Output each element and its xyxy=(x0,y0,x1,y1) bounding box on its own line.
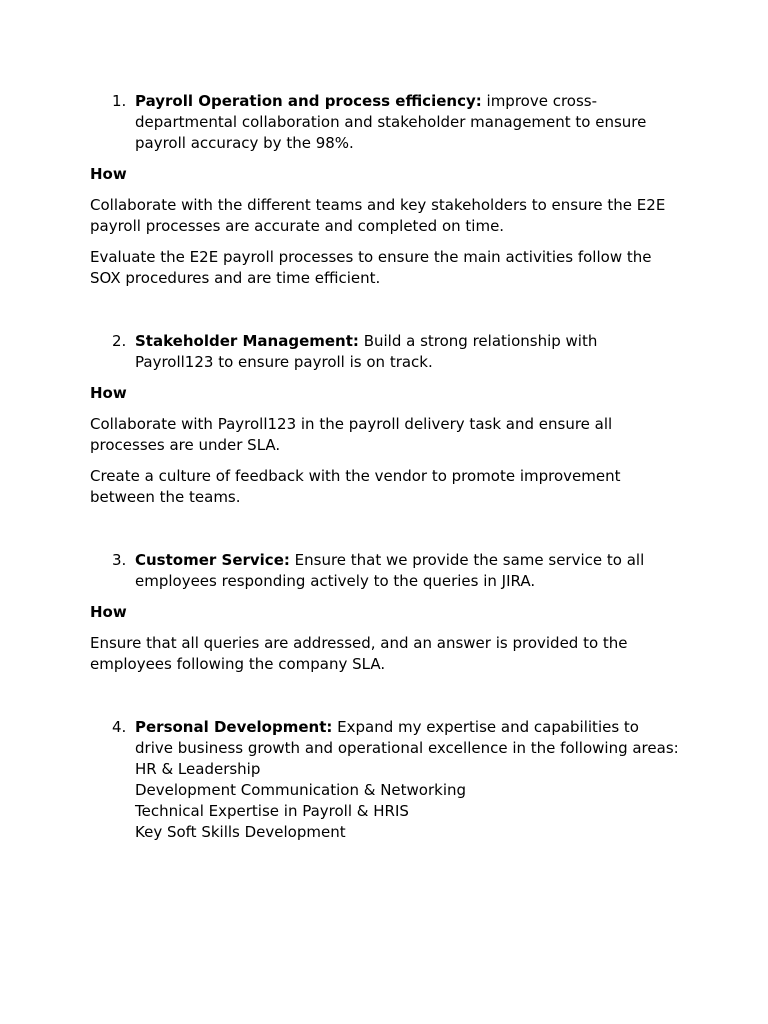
goal-1 xyxy=(90,91,680,154)
document-body xyxy=(90,91,680,843)
how-paragraph: Ensure that all queries are addressed, and an answer is provided to the employees following the company SLA. xyxy=(90,634,628,673)
goal-number: 2. xyxy=(112,332,127,350)
goal-title: Personal Development: xyxy=(135,718,333,736)
goal-number: 3. xyxy=(112,551,127,569)
goal-number: 4. xyxy=(112,718,127,736)
how-paragraph: Create a culture of feedback with the vendor to promote improvement between the teams. xyxy=(90,467,621,506)
goal-text: Build a strong relationship with Payroll123 to ensure payroll is on track. xyxy=(135,332,598,371)
goal-title: Stakeholder Management: xyxy=(135,332,359,350)
how-heading: How xyxy=(90,384,127,402)
goal-text: Expand my expertise and capabilities to drive business growth and operational excellence in the following areas: xyxy=(135,718,679,757)
section-spacer xyxy=(90,289,680,331)
development-area: Technical Expertise in Payroll & HRIS xyxy=(135,802,409,820)
how-paragraph: Evaluate the E2E payroll processes to ensure the main activities follow the SOX procedures and are time efficient. xyxy=(90,248,652,287)
section-spacer xyxy=(90,675,680,717)
development-area: HR & Leadership xyxy=(135,760,261,778)
how-paragraph: Collaborate with the different teams and key stakeholders to ensure the E2E payroll processes are accurate and completed on time. xyxy=(90,196,666,235)
goal-3 xyxy=(90,550,680,592)
goal-number: 1. xyxy=(112,92,127,110)
how-heading: How xyxy=(90,603,127,621)
how-paragraph: Collaborate with Payroll123 in the payroll delivery task and ensure all processes are under SLA. xyxy=(90,415,613,454)
development-area: Key Soft Skills Development xyxy=(135,823,346,841)
goal-2 xyxy=(90,331,680,373)
development-area: Development Communication & Networking xyxy=(135,781,467,799)
goal-text: Ensure that we provide the same service to all employees responding actively to the queries in JIRA. xyxy=(135,551,645,590)
goal-title: Customer Service: xyxy=(135,551,290,569)
goal-text: improve cross-departmental collaboration and stakeholder management to ensure payroll accuracy by the 98%. xyxy=(135,92,647,152)
section-spacer xyxy=(90,508,680,550)
how-heading: How xyxy=(90,165,127,183)
goal-title: Payroll Operation and process efficiency: xyxy=(135,92,482,110)
goal-4 xyxy=(90,717,680,843)
